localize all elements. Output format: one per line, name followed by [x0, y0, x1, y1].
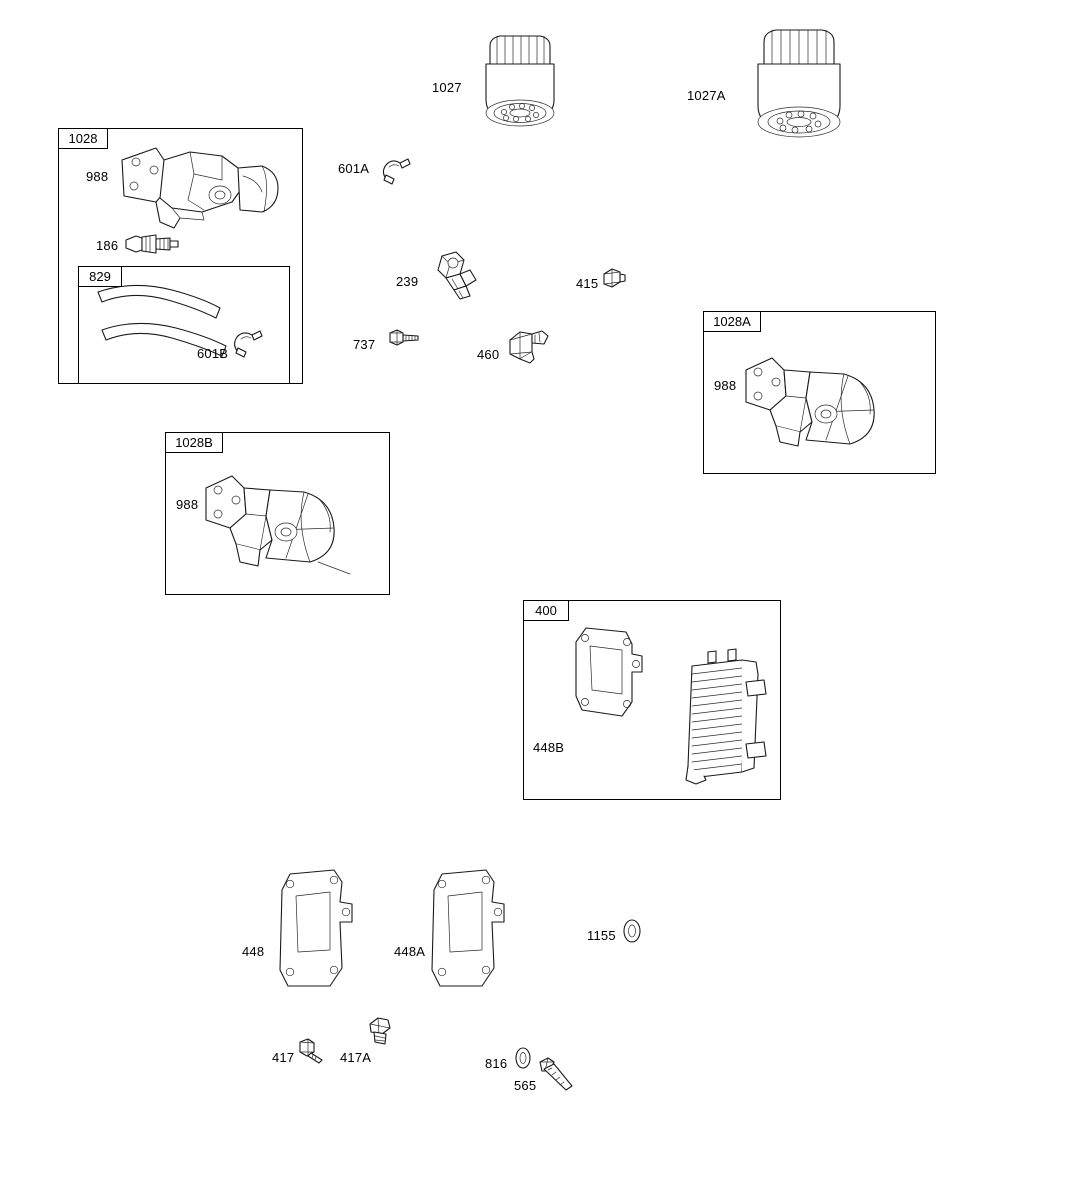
part-bracket-448a — [424, 864, 516, 1000]
group-label-1028a-text: 1028A — [713, 314, 751, 329]
callout-448b: 448B — [533, 740, 565, 755]
part-bolt-737 — [386, 326, 422, 350]
part-hose-clamp-601a — [378, 155, 412, 187]
group-label-1028b — [165, 432, 223, 453]
callout-1155: 1155 — [587, 928, 616, 943]
part-bracket-448 — [272, 864, 364, 1000]
part-pressure-switch-239 — [426, 250, 486, 300]
part-plug-415 — [600, 266, 628, 292]
callout-601a: 601A — [338, 161, 370, 176]
callout-737: 737 — [353, 337, 376, 352]
part-stud-565 — [536, 1056, 582, 1094]
part-bolt-417a — [366, 1014, 398, 1050]
part-oil-filter-1027 — [478, 28, 568, 128]
callout-988-1028a: 988 — [714, 378, 737, 393]
callout-460: 460 — [477, 347, 500, 362]
part-washer-1155 — [620, 918, 644, 944]
callout-816: 816 — [485, 1056, 508, 1071]
group-label-1028a — [703, 311, 761, 332]
callout-601b: 601B — [197, 346, 229, 361]
callout-988-1028: 988 — [86, 169, 109, 184]
group-box-400 — [523, 600, 781, 800]
group-box-1028b — [165, 432, 390, 595]
group-label-1028-text: 1028 — [68, 131, 98, 146]
group-label-1028 — [58, 128, 108, 149]
callout-415: 415 — [576, 276, 599, 291]
part-screw-417 — [296, 1036, 332, 1064]
callout-1027: 1027 — [432, 80, 462, 95]
group-label-400-text: 400 — [535, 603, 557, 618]
callout-565: 565 — [514, 1078, 537, 1093]
callout-448a: 448A — [394, 944, 426, 959]
callout-417a: 417A — [340, 1050, 372, 1065]
part-oil-filter-1027a — [748, 22, 854, 140]
part-washer-816 — [512, 1046, 534, 1070]
group-label-829-text: 829 — [89, 269, 111, 284]
group-label-1028b-text: 1028B — [175, 435, 213, 450]
group-label-400 — [523, 600, 569, 621]
callout-417: 417 — [272, 1050, 295, 1065]
callout-186: 186 — [96, 238, 119, 253]
callout-239: 239 — [396, 274, 419, 289]
callout-988-1028b: 988 — [176, 497, 199, 512]
callout-448: 448 — [242, 944, 265, 959]
callout-1027a: 1027A — [687, 88, 726, 103]
group-label-829 — [78, 266, 122, 287]
group-box-1028a — [703, 311, 936, 474]
part-fitting-460 — [504, 326, 552, 366]
